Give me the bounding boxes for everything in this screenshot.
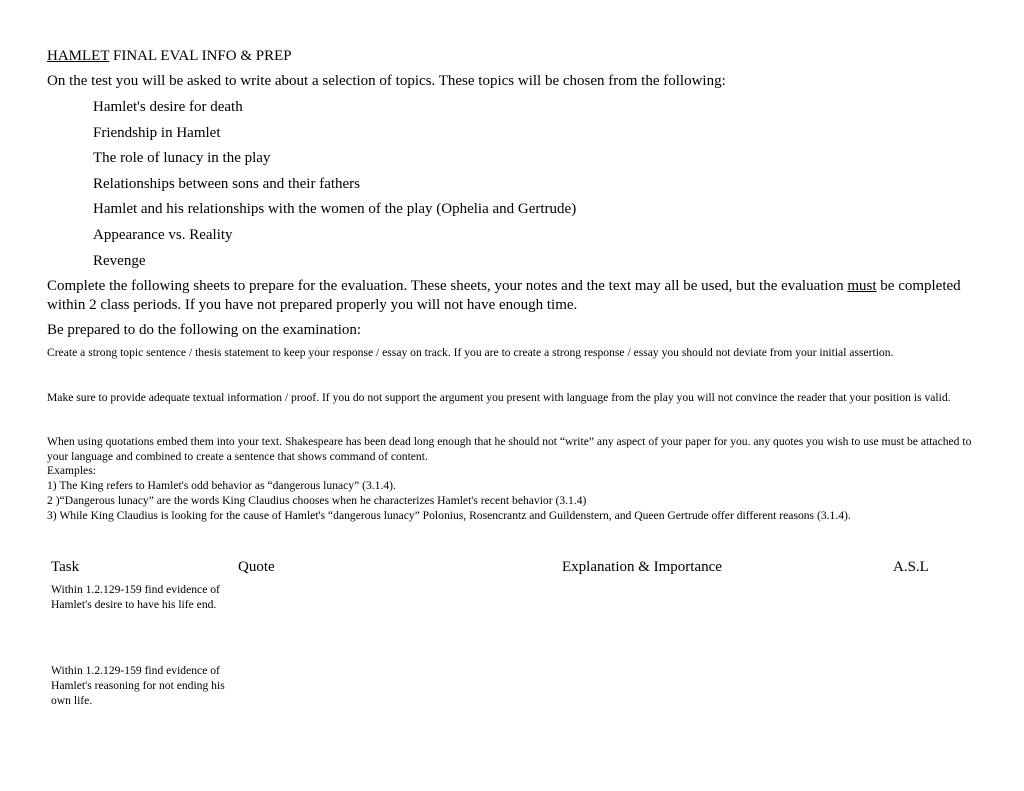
topic-item: Hamlet and his relationships with the women of the play (Ophelia and Gertrude) — [93, 201, 577, 218]
examples-label: Examples: — [47, 464, 96, 478]
column-header-quote: Quote — [238, 559, 275, 575]
example-item: 1) The King refers to Hamlet's odd behavior as “dangerous lunacy” (3.1.4). — [47, 479, 396, 493]
proof-instruction: Make sure to provide adequate textual information / proof. If you do not support the argument you present with language from the play you will not convince the reader that your position is valid. — [47, 391, 951, 404]
example-item: 3) While King Claudius is looking for the cause of Hamlet's “dangerous lunacy” Polonius, Rosencrantz and Guildenstern, and Queen Gertrude offer different reasons (3.1.4). — [47, 508, 851, 522]
quotations-instruction-block — [47, 435, 982, 523]
title-play-name: HAMLET — [47, 48, 110, 64]
task-cell: Within 1.2.129-159 find evidence of Hamlet's reasoning for not ending his own life. — [51, 664, 225, 707]
topic-item: The role of lunacy in the play — [93, 150, 271, 167]
task-cell: Within 1.2.129-159 find evidence of Hamlet's desire to have his life end. — [51, 583, 220, 611]
completion-emphasis: must — [847, 278, 877, 294]
thesis-instruction: Create a strong topic sentence / thesis statement to keep your response / essay on track. If you are to create a strong response / essay you should not deviate from your initial assertion. — [47, 346, 894, 359]
column-header-explanation: Explanation & Importance — [562, 559, 722, 575]
topic-list — [93, 98, 576, 277]
quotations-instruction: When using quotations embed them into your text. Shakespeare has been dead long enough that he should not “write” any aspect of your paper for you. any quotes you wish to use must be attached to your language and combined to create a sentence that shows command of content. — [47, 435, 972, 463]
intro-paragraph: On the test you will be asked to write about a selection of topics. These topics will be chosen from the following: — [47, 73, 726, 89]
topic-item: Friendship in Hamlet — [93, 124, 221, 141]
column-header-asl: A.S.L — [893, 559, 929, 575]
topic-item: Hamlet's desire for death — [93, 99, 243, 115]
topic-item: Appearance vs. Reality — [93, 226, 233, 243]
completion-paragraph — [47, 277, 977, 314]
title-rest: FINAL EVAL INFO & PREP — [109, 48, 292, 64]
example-item: 2 )“Dangerous lunacy” are the words King Claudius chooses when he characterizes Hamlet's recent behavior (3.1.4) — [47, 493, 587, 507]
topic-item: Relationships between sons and their fathers — [93, 175, 361, 192]
completion-text-before: Complete the following sheets to prepare for the evaluation. These sheets, your notes and the text may all be used, but the evaluation — [47, 278, 848, 294]
document-title — [47, 47, 292, 65]
prepared-heading: Be prepared to do the following on the examination: — [47, 322, 362, 338]
completion-text-after: be completed within 2 class periods. If you have not prepared properly you will not have enough time. — [47, 278, 961, 313]
topic-item: Revenge — [93, 252, 146, 269]
column-header-task: Task — [51, 559, 80, 575]
